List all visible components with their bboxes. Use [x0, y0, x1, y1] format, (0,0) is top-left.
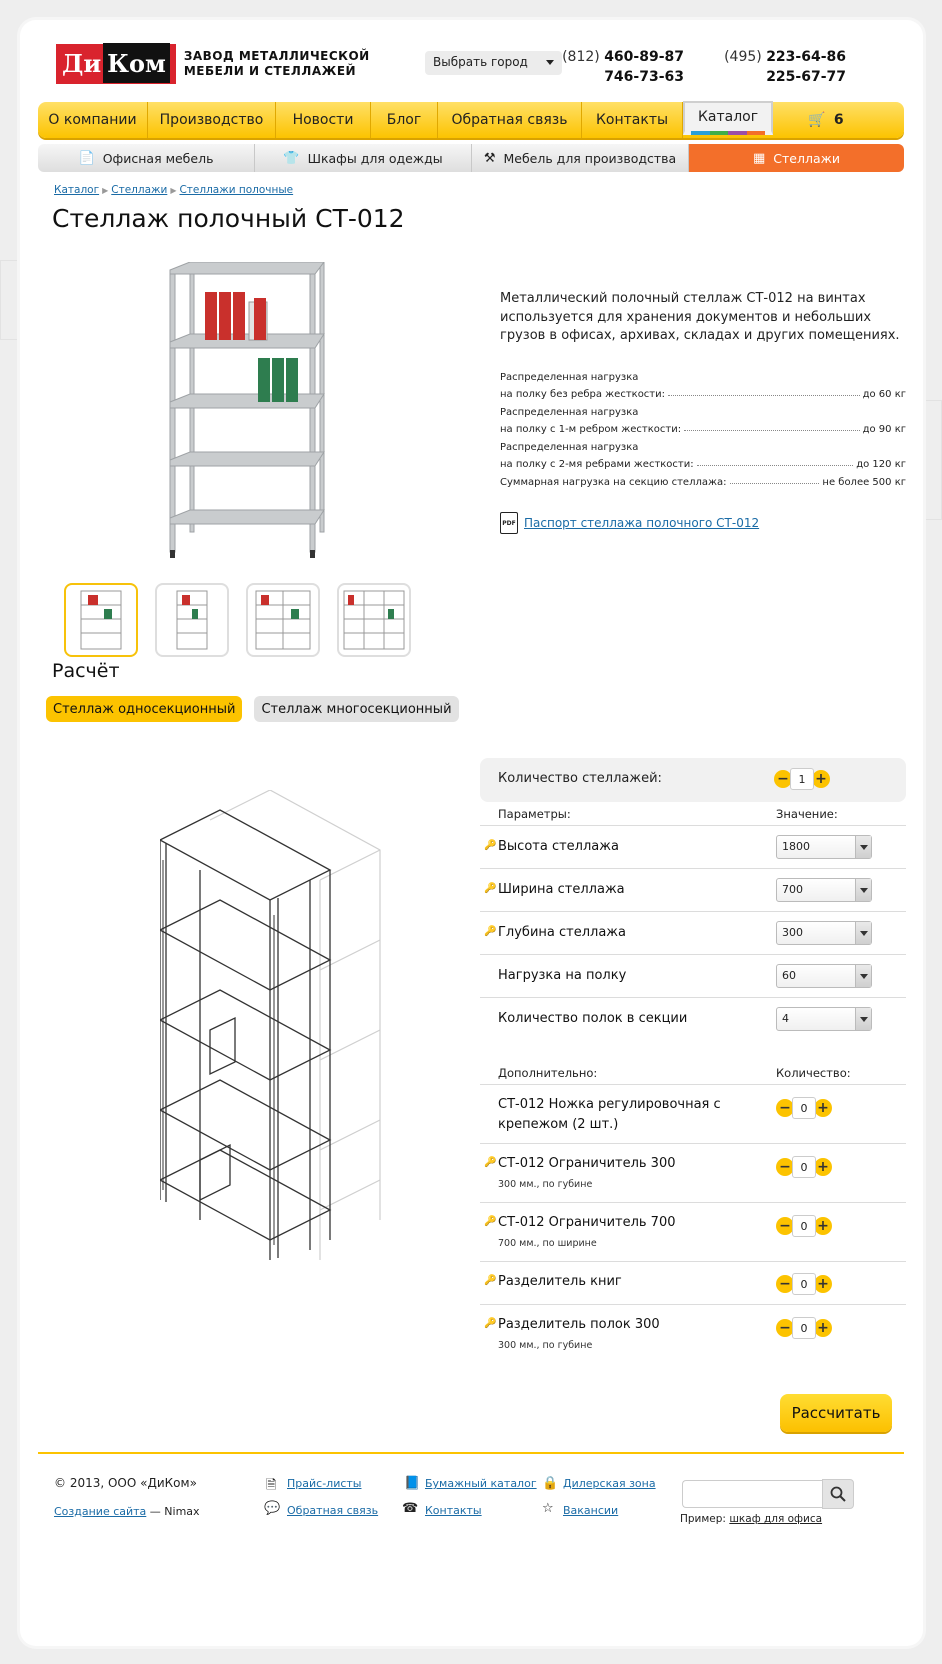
- quantity-input[interactable]: 0: [792, 1317, 816, 1339]
- chevron-down-icon: [855, 922, 871, 944]
- product-description: Металлический полочный стеллаж СТ-012 на винтах используется для хранения документов и небольших грузов в офисах, архивах, складах и других помещениях.: [500, 291, 900, 343]
- tab-multi-section[interactable]: Стеллаж многосекционный: [254, 696, 458, 722]
- breadcrumb-catalog[interactable]: Каталог: [54, 184, 100, 196]
- nav-item-news[interactable]: Новости: [276, 102, 371, 138]
- shirt-icon: 👕: [283, 150, 300, 166]
- subnav-industrial-furniture[interactable]: ⚒ Мебель для производства: [472, 144, 689, 172]
- chevron-down-icon: [855, 836, 871, 858]
- page-container: [20, 20, 923, 1646]
- creator-credit: Создание сайта — Nimax: [54, 1505, 200, 1518]
- copyright: © 2013, ООО «ДиКом»: [54, 1476, 197, 1490]
- spec-row: Распределенная нагрузка: [500, 441, 639, 453]
- nav-item-contacts[interactable]: Контакты: [582, 102, 683, 138]
- breadcrumb-shelving[interactable]: Стеллажи: [111, 184, 168, 196]
- key-icon: 🔑: [484, 926, 497, 937]
- search-icon: [830, 1486, 846, 1502]
- spec-row: на полку без ребра жесткости: до 60 кг: [500, 389, 906, 400]
- thumbnail-1[interactable]: [64, 583, 138, 657]
- cart-count: 6: [833, 112, 844, 128]
- tab-single-section[interactable]: Стеллаж односекционный: [46, 696, 242, 722]
- page-title: Стеллаж полочный СТ-012: [52, 204, 405, 233]
- product-specs: [500, 365, 906, 488]
- decrement-button[interactable]: −: [776, 1217, 794, 1235]
- spec-row: Суммарная нагрузка на секцию стеллажа: не более 500 кг: [500, 476, 906, 488]
- pdf-link-block: [500, 512, 759, 534]
- background-line: [0, 260, 20, 340]
- extra-row-shelf-divider: 🔑 Разделитель полок 300 300 мм., по губине − 0 +: [480, 1305, 906, 1363]
- nav-item-production[interactable]: Производство: [148, 102, 276, 138]
- calc-tabs: [46, 696, 471, 722]
- nav-item-company[interactable]: О компании: [38, 102, 148, 138]
- rack-quantity-box: [480, 758, 906, 802]
- footer-link-contacts: Контакты: [425, 1504, 482, 1517]
- quantity-input[interactable]: 0: [792, 1097, 816, 1119]
- pdf-passport-link[interactable]: Паспорт стеллажа полочного СТ-012: [524, 516, 760, 530]
- sub-nav: [38, 144, 904, 172]
- rack-quantity-stepper: [774, 768, 830, 790]
- increment-button[interactable]: +: [814, 1319, 832, 1337]
- nav-item-feedback[interactable]: Обратная связь: [438, 102, 582, 138]
- extra-row-limiter-300: 🔑 СТ-012 Ограничитель 300 300 мм., по губине − 0 +: [480, 1144, 906, 1202]
- increment-button[interactable]: +: [814, 1217, 832, 1235]
- load-select[interactable]: 60: [776, 964, 872, 988]
- star-icon: ☆: [542, 1501, 554, 1516]
- decrement-button[interactable]: −: [776, 1275, 794, 1293]
- height-select[interactable]: 1800: [776, 835, 872, 859]
- footer-divider: [38, 1452, 904, 1454]
- key-icon: 🔑: [484, 840, 497, 851]
- phone-msk: (495) 223-64-86 225-67-77: [724, 49, 846, 85]
- limiter-700-qty-stepper: [776, 1215, 832, 1237]
- city-select[interactable]: Выбрать город: [425, 51, 562, 75]
- increment-button[interactable]: +: [814, 1275, 832, 1293]
- thumbnail-2[interactable]: [155, 583, 229, 657]
- footer-link-vacancies: Вакансии: [563, 1504, 619, 1517]
- depth-select[interactable]: 300: [776, 921, 872, 945]
- main-nav: [38, 102, 904, 138]
- product-image[interactable]: [150, 262, 340, 562]
- value-header: Значение:: [776, 807, 838, 821]
- pdf-icon: PDF: [500, 512, 518, 534]
- rack-quantity-label: Количество стеллажей:: [498, 771, 662, 786]
- quantity-input[interactable]: 0: [792, 1273, 816, 1295]
- nav-item-catalog[interactable]: Каталог: [683, 101, 773, 135]
- foot-qty-stepper: [776, 1097, 832, 1119]
- chevron-down-icon: [855, 965, 871, 987]
- subnav-office-furniture[interactable]: 📄 Офисная мебель: [38, 144, 255, 172]
- document-icon: 📄: [78, 150, 95, 166]
- lock-icon: 🔒: [542, 1476, 559, 1491]
- nav-item-blog[interactable]: Блог: [371, 102, 438, 138]
- quantity-input[interactable]: 0: [792, 1215, 816, 1237]
- shelf-divider-qty-stepper: [776, 1317, 832, 1339]
- decrement-button[interactable]: −: [776, 1158, 794, 1176]
- price-list-icon: 🗎: [266, 1478, 277, 1493]
- shelves-select[interactable]: 4: [776, 1007, 872, 1031]
- spec-row: Распределенная нагрузка: [500, 406, 639, 418]
- breadcrumb-shelf-racks[interactable]: Стеллажи полочные: [179, 184, 294, 196]
- extra-row-foot: СТ-012 Ножка регулировочная с крепежом (2 шт.) − 0 +: [480, 1085, 906, 1143]
- search-example: Пример: шкаф для офиса: [680, 1513, 823, 1525]
- footer-link-paper-catalog: Бумажный каталог: [425, 1477, 537, 1490]
- calc-title: Расчёт: [52, 660, 120, 682]
- thumbnail-image: [172, 589, 212, 651]
- width-select[interactable]: 700: [776, 878, 872, 902]
- thumbnail-3[interactable]: [246, 583, 320, 657]
- background-line: [922, 400, 942, 520]
- thumbnail-gallery: [64, 583, 428, 657]
- spec-row: на полку с 2-мя ребрами жесткости: до 120 кг: [500, 459, 906, 470]
- key-icon: 🔑: [484, 1318, 497, 1329]
- key-icon: 🔑: [484, 883, 497, 894]
- phone-spb: (812) 460-89-87 746-73-63: [562, 49, 684, 85]
- decrement-button[interactable]: −: [774, 770, 792, 788]
- param-row-load: Нагрузка на полку 60: [480, 955, 906, 997]
- breadcrumb: [54, 184, 293, 196]
- extra-row-limiter-700: 🔑 СТ-012 Ограничитель 700 700 мм., по ширине − 0 +: [480, 1203, 906, 1261]
- spec-row: Распределенная нагрузка: [500, 371, 639, 383]
- param-row-height: 🔑 Высота стеллажа 1800: [480, 826, 906, 868]
- param-row-shelves: Количество полок в секции 4: [480, 998, 906, 1040]
- spec-row: на полку с 1-м ребром жесткости: до 90 кг: [500, 424, 906, 435]
- logo[interactable]: [56, 44, 370, 84]
- increment-button[interactable]: +: [812, 770, 830, 788]
- phone-icon: ☎: [402, 1501, 419, 1516]
- chevron-right-icon: ▶: [170, 186, 177, 195]
- footer-link-price: Прайс-листы: [287, 1477, 362, 1490]
- params-header: Параметры:: [498, 807, 571, 821]
- creator-link[interactable]: Создание сайта: [54, 1505, 147, 1518]
- footer-link-dealer: Дилерская зона: [563, 1477, 656, 1490]
- catalog-color-stripes: [691, 131, 765, 135]
- qty-header: Количество:: [776, 1066, 851, 1080]
- increment-button[interactable]: +: [814, 1158, 832, 1176]
- subnav-wardrobes[interactable]: 👕 Шкафы для одежды: [255, 144, 472, 172]
- tools-icon: ⚒: [483, 150, 496, 166]
- subnav-shelving[interactable]: ▦ Стеллажи: [689, 144, 904, 172]
- thumbnail-image: [76, 589, 126, 651]
- chevron-right-icon: ▶: [102, 186, 109, 195]
- cart-icon: 🛒: [808, 112, 826, 128]
- logo-mark: Ди Ком: [56, 44, 176, 84]
- logo-tagline: ЗАВОД МЕТАЛЛИЧЕСКОЙ МЕБЕЛИ И СТЕЛЛАЖЕЙ: [183, 49, 370, 78]
- key-icon: 🔑: [484, 1275, 497, 1286]
- param-row-depth: 🔑 Глубина стеллажа 300: [480, 912, 906, 954]
- quantity-input[interactable]: 1: [790, 768, 814, 790]
- extras-header: Дополнительно:: [498, 1066, 598, 1080]
- chevron-down-icon: [855, 879, 871, 901]
- decrement-button[interactable]: −: [776, 1099, 794, 1117]
- key-icon: 🔑: [484, 1157, 497, 1168]
- increment-button[interactable]: +: [814, 1099, 832, 1117]
- search-example-link[interactable]: шкаф для офиса: [729, 1513, 823, 1525]
- rack-scheme-drawing: [160, 790, 410, 1270]
- footer-link-feedback: Обратная связь: [287, 1504, 379, 1517]
- chevron-down-icon: [855, 1008, 871, 1030]
- calculate-button[interactable]: Рассчитать: [780, 1394, 892, 1432]
- thumbnail-4[interactable]: [337, 583, 411, 657]
- book-icon: 📘: [404, 1476, 421, 1491]
- cart-button[interactable]: [773, 102, 879, 138]
- chat-icon: 💬: [264, 1501, 281, 1516]
- param-row-width: 🔑 Ширина стеллажа 700: [480, 869, 906, 911]
- quantity-input[interactable]: 0: [792, 1156, 816, 1178]
- key-icon: 🔑: [484, 1216, 497, 1227]
- book-divider-qty-stepper: [776, 1273, 832, 1295]
- shelving-icon: ▦: [752, 150, 766, 166]
- decrement-button[interactable]: −: [776, 1319, 794, 1337]
- thumbnail-image: [342, 589, 406, 651]
- limiter-300-qty-stepper: [776, 1156, 832, 1178]
- thumbnail-image: [253, 589, 313, 651]
- search-button[interactable]: [822, 1479, 854, 1509]
- extra-row-book-divider: 🔑 Разделитель книг − 0 +: [480, 1262, 906, 1304]
